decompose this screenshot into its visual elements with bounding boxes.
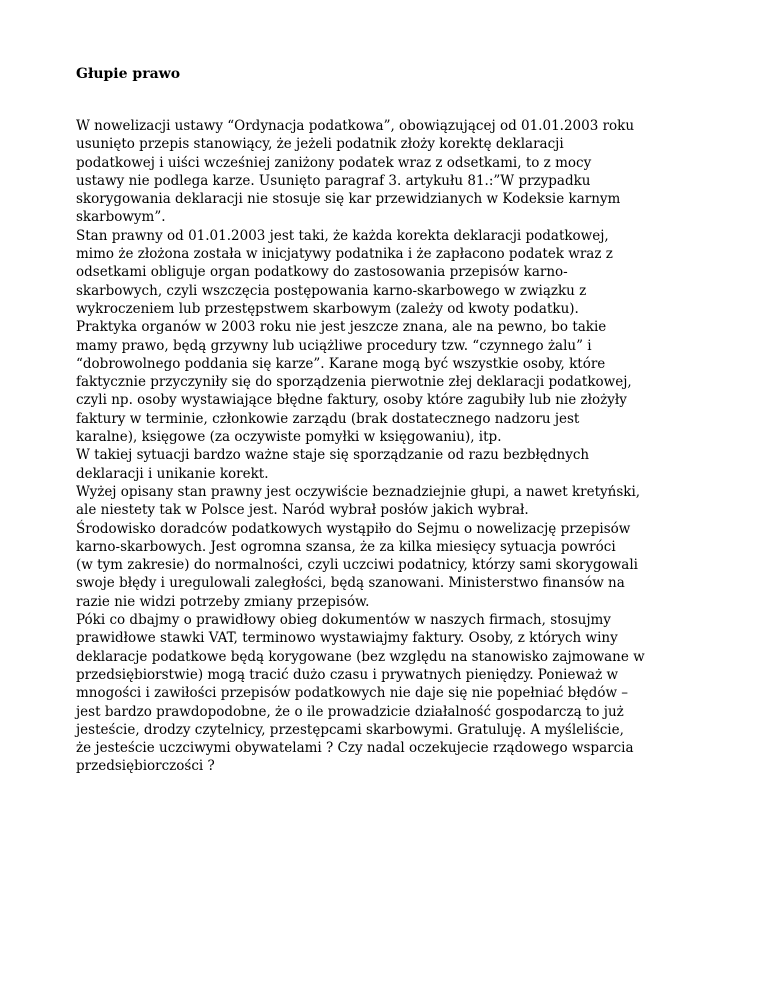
text-line: przedsiębiorczości ? [76, 758, 215, 775]
document-title: Głupie prawo [76, 66, 181, 82]
text-line: swoje błędy i uregulowali zaległości, będą szanowani. Ministerstwo finansów na [76, 575, 625, 592]
text-line: mamy prawo, będą grzywny lub uciążliwe procedury tzw. “czynnego żalu” i [76, 337, 592, 354]
text-line: mnogości i zawiłości przepisów podatkowych nie daje się nie popełniać błędów – [76, 685, 629, 702]
text-line: prawidłowe stawki VAT, terminowo wystawiajmy faktury. Osoby, z których winy [76, 630, 618, 647]
text-line: deklaracji i unikanie korekt. [76, 465, 269, 482]
text-line: Praktyka organów w 2003 roku nie jest jeszcze znana, ale na pewno, bo takie [76, 319, 607, 336]
text-line: mimo że złożona została w inicjatywy podatnika i że zapłacono podatek wraz z [76, 246, 613, 263]
text-line: “dobrowolnego poddania się karze”. Karane mogą być wszystkie osoby, które [76, 355, 606, 372]
document-body [76, 117, 716, 776]
text-line: ustawy nie podlega karze. Usunięto paragraf 3. artykułu 81.:”W przypadku [76, 172, 591, 189]
text-line: że jesteście uczciwymi obywatelami ? Czy nadal oczekujecie rządowego wsparcia [76, 740, 634, 757]
text-line: przedsiębiorstwie) mogą tracić dużo czasu i prywatnych pieniędzy. Ponieważ w [76, 666, 619, 683]
text-line: faktury w terminie, członkowie zarządu (brak dostatecznego nadzoru jest [76, 410, 580, 427]
text-line: faktycznie przyczyniły się do sporządzenia pierwotnie złej deklaracji podatkowej, [76, 374, 632, 391]
text-line: Stan prawny od 01.01.2003 jest taki, że każda korekta deklaracji podatkowej, [76, 227, 609, 244]
text-line: karalne), księgowe (za oczywiste pomyłki w księgowaniu), itp. [76, 429, 502, 446]
text-line: usunięto przepis stanowiący, że jeżeli podatnik złoży korektę deklaracji [76, 136, 564, 153]
text-line: czyli np. osoby wystawiające błędne faktury, osoby które zagubiły lub nie złożyły [76, 392, 627, 409]
text-line: W nowelizacji ustawy “Ordynacja podatkowa”, obowiązującej od 01.01.2003 roku [76, 118, 635, 134]
text-line: jesteście, drodzy czytelnicy, przestępcami skarbowymi. Gratuluję. A myśleliście, [76, 721, 624, 738]
text-line: jest bardzo prawdopodobne, że o ile prowadzicie działalność gospodarczą to już [76, 703, 624, 720]
text-line: ale niestety tak w Polsce jest. Naród wybrał posłów jakich wybrał. [76, 502, 529, 519]
text-line: karno-skarbowych. Jest ogromna szansa, że za kilka miesięcy sytuacja powróci [76, 538, 616, 555]
text-line: W takiej sytuacji bardzo ważne staje się sporządzanie od razu bezbłędnych [76, 447, 590, 464]
text-line: podatkowej i uiści wcześniej zaniżony podatek wraz z odsetkami, to z mocy [76, 154, 592, 171]
text-line: Póki co dbajmy o prawidłowy obieg dokumentów w naszych firmach, stosujmy [76, 612, 611, 629]
text-line: skorygowania deklaracji nie stosuje się kar przewidzianych w Kodeksie karnym [76, 191, 621, 208]
text-line: deklaracje podatkowe będą korygowane (bez względu na stanowisko zajmowane w [76, 648, 645, 665]
text-line: skarbowych, czyli wszczęcia postępowania karno-skarbowego w związku z [76, 282, 587, 299]
text-line: odsetkami obliguje organ podatkowy do zastosowania przepisów karno- [76, 264, 568, 281]
text-line: wykroczeniem lub przestępstwem skarbowym (zależy od kwoty podatku). [76, 300, 579, 317]
text-line: (w tym zakresie) do normalności, czyli uczciwi podatnicy, którzy sami skorygowali [76, 557, 638, 574]
text-line: Środowisko doradców podatkowych wystąpiło do Sejmu o nowelizację przepisów [76, 520, 631, 537]
text-line: Wyżej opisany stan prawny jest oczywiście beznadziejnie głupi, a nawet kretyński, [76, 483, 641, 500]
text-line: razie nie widzi potrzeby zmiany przepisów. [76, 593, 370, 610]
text-line: skarbowym”. [76, 209, 166, 226]
